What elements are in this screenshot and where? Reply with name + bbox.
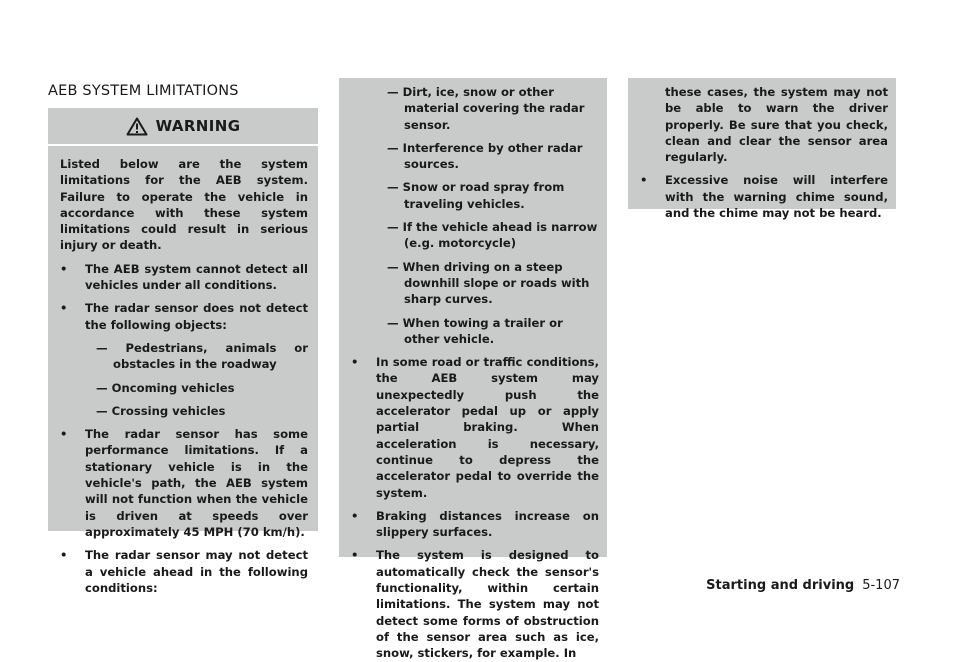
bullet-text: The AEB system cannot detect all vehicles under all conditions.: [85, 261, 308, 293]
bullet-mark: •: [60, 548, 68, 563]
bullet-text: Excessive noise will interfere with the warning chime sound, and the chime may not be heard.: [665, 173, 888, 221]
dash-item: — Pedestrians, animals or obstacles in the roadway: [96, 340, 308, 372]
bullet-item: [60, 547, 308, 596]
warning-intro: Listed below are the system limitations for the AEB system. Failure to operate the vehicle in accordance with these system limitations could result in serious injury or death.: [60, 157, 308, 253]
bullet-item: [351, 547, 599, 661]
bullet-mark: •: [60, 301, 68, 316]
warning-column-1: [48, 108, 318, 595]
bullet-item: [60, 261, 308, 294]
bullet-item: [60, 426, 308, 540]
dash-item: — When towing a trailer or other vehicle.: [387, 315, 563, 346]
bullet-item: [640, 172, 888, 221]
bullet-text: In some road or traffic conditions, the AEB system may unexpectedly push the accelerator pedal up or apply partial braking. When acceleration is necessary, continue to depress the accelerator pedal to override the system.: [376, 355, 599, 500]
dash-item: — When driving on a steep downhill slope or roads with sharp curves.: [387, 259, 590, 307]
warning-header: [48, 108, 318, 146]
bullet-text-lead: The radar sensor does not detect the following objects:: [85, 301, 308, 332]
bullet-mark: •: [640, 173, 648, 188]
bullet-text: The radar sensor may not detect a vehicle ahead in the following conditions:: [85, 548, 308, 595]
bullet-mark: •: [60, 427, 68, 442]
bullet-mark: •: [351, 508, 359, 523]
section-heading: AEB SYSTEM LIMITATIONS: [48, 83, 239, 99]
bullet-item: [60, 300, 308, 419]
bullet-item: [351, 508, 599, 541]
bullet-text: Braking distances increase on slippery surfaces.: [376, 508, 599, 540]
page-number: 5-107: [862, 578, 900, 593]
bullet-continuation: these cases, the system may not be able to warn the driver properly. Be sure that you check, clean and clear the sensor area regularly.: [665, 85, 888, 165]
bullet-text: The system is designed to automatically check the sensor's functionality, within certain limitations. The system may not detect some forms of obstruction of the sensor area such as ice, snow, stickers, for example. In: [376, 548, 599, 661]
warning-title: WARNING: [155, 116, 241, 135]
dash-item: — Snow or road spray from traveling vehicles.: [387, 180, 565, 211]
bullet-mark: •: [351, 548, 359, 563]
bullet-text: The radar sensor has some performance limitations. If a stationary vehicle is in the vehicle's path, the AEB system will not function when the vehicle is driven at speeds over approximately 45 MPH (70 km/h).: [85, 427, 308, 539]
condition-list: [351, 84, 599, 347]
dash-item: — Crossing vehicles: [96, 403, 226, 418]
bullet-text: [85, 300, 308, 419]
bullet-item: [351, 354, 599, 501]
page-footer: [706, 578, 900, 593]
dash-item: — If the vehicle ahead is narrow (e.g. motorcycle): [387, 220, 598, 251]
footer-section-title: Starting and driving: [706, 578, 855, 593]
dash-item: — Interference by other radar sources.: [387, 140, 583, 172]
warning-triangle-icon: [126, 117, 148, 136]
bullet-mark: •: [351, 355, 359, 370]
dash-item: — Dirt, ice, snow or other material covering the radar sensor.: [387, 85, 585, 132]
warning-column-2: [339, 78, 607, 661]
warning-column-3: [628, 78, 896, 221]
bullet-mark: •: [60, 261, 68, 276]
dash-item: — Oncoming vehicles: [96, 380, 235, 395]
